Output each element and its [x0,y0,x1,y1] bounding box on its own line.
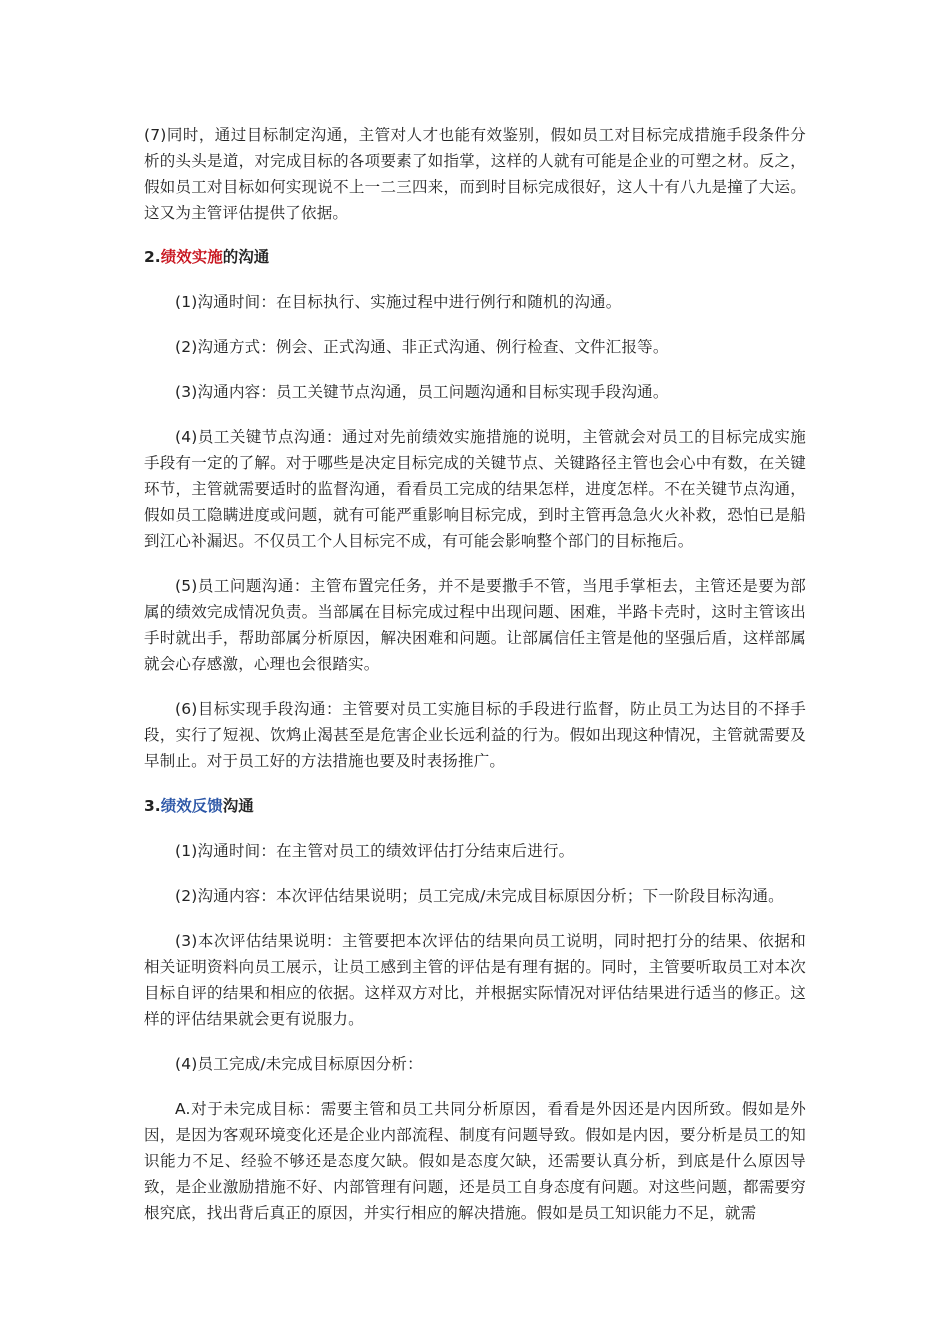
section-heading-performance-feedback [144,793,806,819]
section-number: 2. [144,248,161,266]
document-page [144,122,806,1226]
paragraph-implementation-5: (5)员工问题沟通：主管布置完任务，并不是要撒手不管，当甩手掌柜去，主管还是要为部属的绩效完成情况负责。当部属在目标完成过程中出现问题、困难，半路卡壳时，这时主管该出手时就出手，帮助部属分析原因，解决困难和问题。让部属信任主管是他的坚强后盾，这样部属就会心存感激，心理也会很踏实。 [144,577,806,673]
section-heading-performance-implementation [144,244,806,270]
paragraph-feedback-3: (3)本次评估结果说明：主管要把本次评估的结果向员工说明，同时把打分的结果、依据和相关证明资料向员工展示，让员工感到主管的评估是有理有据的。同时，主管要听取员工对本次目标自评的结果和相应的依据。这样双方对比，并根据实际情况对评估结果进行适当的修正。这样的评估结果就会更有说服力。 [144,932,806,1028]
heading-suffix: 的沟通 [222,248,270,266]
paragraph-feedback-2: (2)沟通内容：本次评估结果说明；员工完成/未完成目标原因分析；下一阶段目标沟通。 [175,887,784,905]
paragraph-implementation-2: (2)沟通方式：例会、正式沟通、非正式沟通、例行检查、文件汇报等。 [175,338,669,356]
section-number: 3. [144,797,161,815]
paragraph-feedback-4: (4)员工完成/未完成目标原因分析： [175,1055,423,1073]
heading-suffix: 沟通 [222,797,254,815]
paragraph-implementation-4: (4)员工关键节点沟通：通过对先前绩效实施措施的说明，主管就会对员工的目标完成实施手段有一定的了解。对于哪些是决定目标完成的关键节点、关键路径主管也会心中有数，在关键环节，主管就需要适时的监督沟通，看看员工完成的结果怎样，进度怎样。不在关键节点沟通，假如员工隐瞒进度或问题，就有可能严重影响目标完成，到时主管再急急火火补救，恐怕已是船到江心补漏迟。不仅员工个人目标完不成，有可能会影响整个部门的目标拖后。 [144,428,806,550]
paragraph-implementation-1: (1)沟通时间：在目标执行、实施过程中进行例行和随机的沟通。 [175,293,622,311]
highlighted-keyword: 绩效实施 [160,248,223,266]
paragraph-implementation-6: (6)目标实现手段沟通：主管要对员工实施目标的手段进行监督，防止员工为达目的不择手段，实行了短视、饮鸩止渴甚至是危害企业长远利益的行为。假如出现这种情况，主管就需要及早制止。对于员工好的方法措施也要及时表扬推广。 [144,700,806,770]
paragraph-feedback-5: A.对于未完成目标：需要主管和员工共同分析原因，看看是外因还是内因所致。假如是外因，是因为客观环境变化还是企业内部流程、制度有问题导致。假如是内因，要分析是员工的知识能力不足、经验不够还是态度欠缺。假如是态度欠缺，还需要认真分析，到底是什么原因导致，是企业激励措施不好、内部管理有问题，还是员工自身态度有问题。对这些问题，都需要穷根究底，找出背后真正的原因，并实行相应的解决措施。假如是员工知识能力不足，就需 [144,1100,806,1222]
paragraph-implementation-3: (3)沟通内容：员工关键节点沟通，员工问题沟通和目标实现手段沟通。 [175,383,669,401]
paragraph-feedback-1: (1)沟通时间：在主管对员工的绩效评估打分结束后进行。 [175,842,575,860]
highlighted-keyword: 绩效反馈 [160,797,223,815]
paragraph-target-setting-7: (7)同时，通过目标制定沟通，主管对人才也能有效鉴别，假如员工对目标完成措施手段条件分析的头头是道，对完成目标的各项要素了如指掌，这样的人就有可能是企业的可塑之材。反之，假如员工对目标如何实现说不上一二三四来，而到时目标完成很好，这人十有八九是撞了大运。这又为主管评估提供了依据。 [144,126,806,222]
